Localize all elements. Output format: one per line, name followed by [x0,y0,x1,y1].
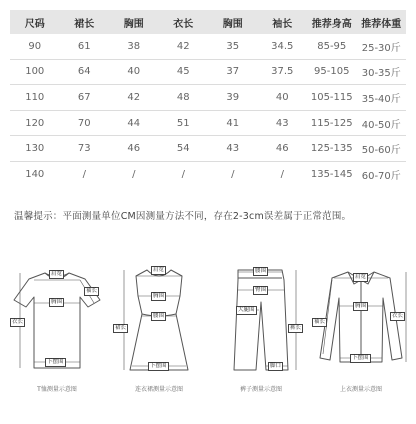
table-cell: 25-30斤 [357,34,407,59]
column-header: 胸围 [208,10,258,34]
measurement-tip: 温馨提示：平面测量单位CM因测量方法不同，存在2-3cm误差属于正常范围。 [14,211,352,222]
table-cell: 140 [25,168,45,180]
hem-label: 下摆围 [352,355,369,361]
table-cell: 30-35斤 [357,59,407,85]
table-row [10,161,406,186]
thigh-label: 大腿围 [238,307,255,313]
column-header: 裙长 [60,10,110,34]
table-cell: 61 [60,34,110,59]
table-row [10,59,406,85]
chest-label: 胸围 [153,293,165,299]
table-cell: 110 [10,85,60,111]
hem-label: 脚口 [270,363,282,369]
table-cell: 130 [10,136,60,162]
table-cell: 35 [208,34,258,59]
column-header: 衣长 [159,10,209,34]
shoulder-label: 肩宽 [355,274,367,280]
length-label: 衣长 [392,313,404,319]
table-cell: 42 [159,34,209,59]
column-header: 胸围 [109,10,159,34]
hem-label: 下摆围 [150,363,167,369]
table-cell: 37.5 [258,59,308,85]
table-cell: 44 [109,110,159,136]
table-cell: 73 [60,136,110,162]
table-cell: 46 [109,136,159,162]
table-cell: 135-145 [310,168,353,180]
table-cell: 60-70斤 [361,170,401,182]
table-row [10,110,406,136]
pants-diagram [212,258,310,404]
table-cell: 85-95 [307,34,357,59]
table-cell: / [82,168,86,180]
table-header-row [10,10,406,34]
hem-label: 下摆围 [47,359,64,365]
table-cell: 38 [109,34,159,59]
table-cell: 40-50斤 [357,110,407,136]
table-cell: 40 [109,59,159,85]
sleeve-label: 袖长 [86,288,98,294]
column-header: 推荐体重 [357,10,407,34]
table-cell: 67 [60,85,110,111]
length-label: 裙长 [115,325,127,331]
chest-label: 胸围 [355,303,367,309]
tshirt-diagram [8,258,106,404]
table-cell: / [181,168,185,180]
table-cell: / [280,168,284,180]
dress-caption: 连衣裙测量示意图 [134,386,183,393]
table-cell: 125-135 [307,136,357,162]
table-cell: 35-40斤 [357,85,407,111]
table-cell: 45 [159,59,209,85]
shirt-diagram [312,258,410,404]
table-cell: / [231,168,235,180]
table-cell: 90 [10,34,60,59]
table-cell: 37 [208,59,258,85]
tshirt-caption: T恤测量示意图 [37,386,77,393]
table-cell: 115-125 [307,110,357,136]
table-cell: 100 [10,59,60,85]
table-cell: 43 [258,110,308,136]
sleeve-label: 袖长 [314,319,326,325]
waist-label: 腰围 [255,268,267,274]
length-label: 衣长 [12,319,24,325]
table-cell: 105-115 [307,85,357,111]
table-cell: 54 [159,136,209,162]
table-cell: 70 [60,110,110,136]
shoulder-label: 肩宽 [153,267,165,273]
table-cell: 41 [208,110,258,136]
table-cell: 39 [208,85,258,111]
table-cell: 40 [258,85,308,111]
waist-label: 腰围 [153,313,165,319]
column-header: 袖长 [258,10,308,34]
column-header: 尺码 [10,10,60,34]
table-cell: 34.5 [258,34,308,59]
table-cell: 95-105 [307,59,357,85]
length-label: 裤长 [290,325,302,331]
pants-caption: 裤子测量示意图 [239,386,282,393]
table-cell: / [132,168,136,180]
table-cell: 51 [159,110,209,136]
table-cell: 64 [60,59,110,85]
table-row [10,34,406,59]
table-cell: 48 [159,85,209,111]
shirt-caption: 上衣测量示意图 [339,386,382,393]
table-cell: 43 [208,136,258,162]
table-row [10,136,406,162]
table-cell: 120 [10,110,60,136]
column-header: 推荐身高 [307,10,357,34]
chest-label: 胸围 [51,299,63,305]
table-cell: 50-60斤 [357,136,407,162]
dress-diagram [110,258,208,404]
table-cell: 42 [109,85,159,111]
pants-illustration [212,258,310,382]
hip-label: 臀围 [255,287,267,293]
table-row [10,85,406,111]
table-cell: 46 [258,136,308,162]
size-table [10,10,406,187]
shoulder-label: 肩宽 [51,271,63,277]
